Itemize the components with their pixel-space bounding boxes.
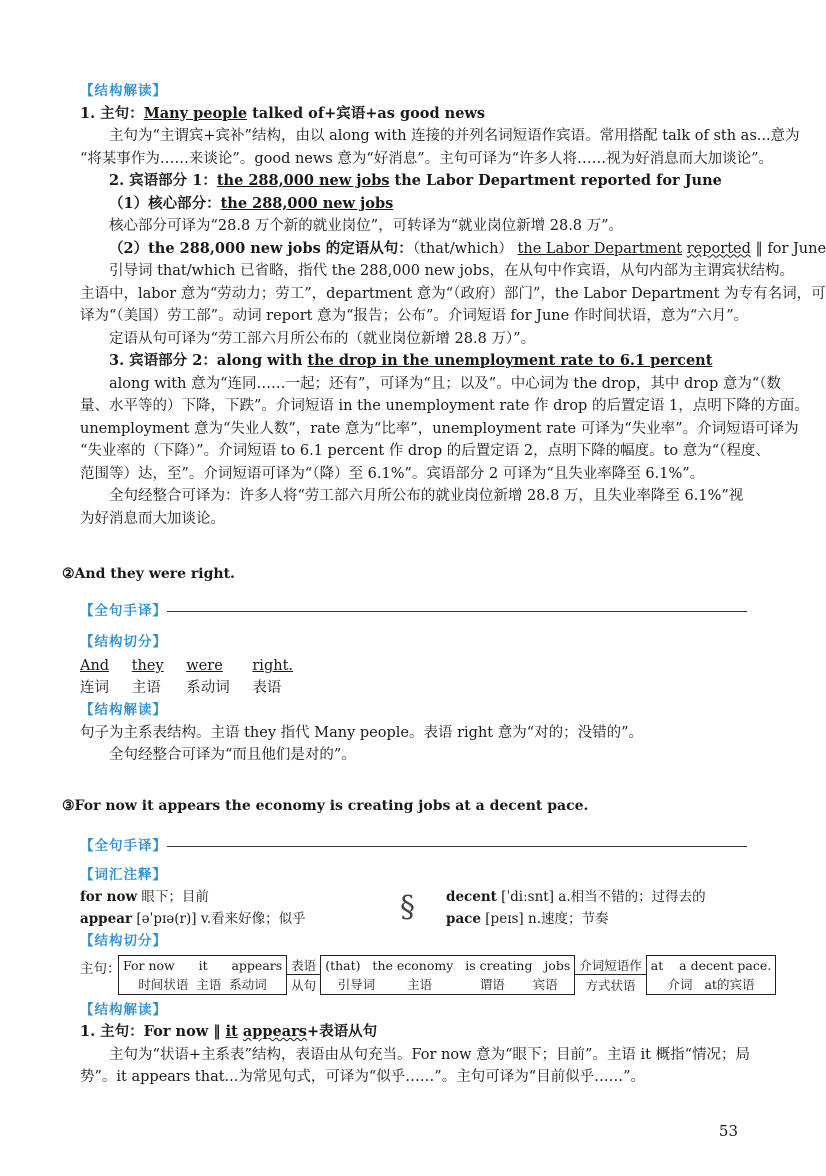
analysis-section-1: [80, 80, 826, 530]
split-segment: were 系动词: [186, 658, 230, 696]
main-clause-words: For now it appears: [119, 955, 287, 975]
translation-blank-line[interactable]: [167, 611, 747, 612]
paragraph: 句子为主系表结构。主语 they 指代 Many people。表语 right 意为“对的；没错的”。: [80, 724, 644, 741]
paragraph: unemployment 意为“失业人数”，rate 意为“比率”，unemployment rate 可译为“失业率”。介词短语可译为: [80, 420, 799, 437]
translation-blank-line[interactable]: [167, 846, 747, 847]
split-segment: And 连词: [80, 658, 110, 696]
sentence-title: ②And they were right.: [62, 566, 235, 582]
structure-split-tag: 【结构切分】: [80, 933, 167, 949]
paragraph: 全句经整合可译为“而且他们是对的”。: [109, 747, 356, 763]
vocab-list: [80, 886, 750, 930]
vocab-tag: 【词汇注释】: [80, 866, 167, 883]
split-segment: right. 表语: [252, 658, 294, 696]
paragraph: 定语从句可译为“劳工部六月所公布的（就业岗位新增 28.8 万）”。: [109, 330, 536, 347]
paragraph: 为好消息而大加谈论。: [80, 510, 225, 527]
adv-bottom: 方式状语: [585, 977, 636, 993]
subheading-object-2: 3. 宾语部分 2：along with the drop in the unemployment rate to 6.1 percent: [109, 352, 713, 369]
structure-split-diagram: [80, 955, 772, 999]
vocab-item: pace [peɪs] n.速度；节奏: [446, 911, 609, 927]
translation-row: 【全句手译】: [80, 835, 750, 858]
split-table: [118, 955, 776, 995]
vocab-item: for now 眼下；目前: [80, 889, 209, 905]
paragraph: 势”。it appears that...为常见句式，可译为“似乎……”。主句可译为“目前似乎……”。: [80, 1069, 646, 1085]
structure-explain-tag: 【结构解读】: [80, 702, 167, 718]
page-number: 53: [718, 1122, 738, 1140]
paragraph: 引导词 that/which 已省略，指代 the 288,000 new jobs，在从句中作宾语，从句内部为主谓宾状结构。: [109, 263, 795, 279]
subheading-core: （1）核心部分：the 288,000 new jobs: [109, 194, 394, 212]
subheading-main-clause: 1. 主句：Many people talked of+宾语+as good news: [80, 104, 486, 122]
clause-words: (that) the economy is creating jobs: [321, 955, 575, 975]
adv-top: 介词短语作: [575, 955, 647, 975]
sentence-title: ③For now it appears the economy is creating jobs at a decent pace.: [62, 798, 589, 814]
subheading-attributive-clause: （2）the 288,000 new jobs 的定语从句：（that/which） the Labor Department reported ‖ for June: [109, 239, 826, 257]
translation-row: 【全句手译】: [80, 600, 750, 623]
subheading-main-clause: 1. 主句：For now ‖ it appears+表语从句: [80, 1023, 378, 1040]
pp-words: at a decent pace.: [646, 955, 776, 975]
sentence-3-body: [80, 835, 772, 1089]
split-label: 主句：: [80, 960, 121, 977]
structure-split-tag: 【结构切分】: [80, 633, 167, 650]
paragraph: 主句为“主谓宾+宾补”结构，由以 along with 连接的并列名词短语作宾语。常用搭配 talk of sth as...意为: [109, 128, 800, 144]
paragraph: 范围等）达，至”。介词短语可译为“（降）至 6.1%”。宾语部分 2 可译为“且失业率降至 6.1%”。: [80, 465, 705, 482]
clause-roles: 引导词 主语 谓语 宾语: [321, 975, 575, 995]
sentence-2-body: [80, 600, 750, 767]
paragraph: 主语中，labor 意为“劳动力；劳工”，department 意为“（政府）部门”，the Labor Department 为专有名词，可: [80, 285, 826, 302]
bridge-bottom: 从句: [291, 977, 317, 993]
paragraph: 全句经整合可译为：许多人将“劳工部六月所公布的就业岗位新增 28.8 万，且失业率降至 6.1%”视: [109, 488, 744, 504]
paragraph: “失业率的（下降）”。介词短语 to 6.1 percent 作 drop 的后置定语 2，点明下降的幅度。to 意为“（程度、: [80, 443, 770, 459]
vocab-item: appear [əˈpɪə(r)] v.看来好像；似乎: [80, 911, 306, 927]
split-segments: [80, 655, 750, 699]
pp-roles: 介词 at的宾语: [646, 975, 776, 995]
vocab-item: decent [ˈdiːsnt] a.相当不错的；过得去的: [446, 889, 706, 905]
paragraph: 核心部分可译为“28.8 万个新的就业岗位”，可转译为“就业岗位新增 28.8 万”。: [109, 218, 624, 234]
split-segment: they 主语: [131, 658, 164, 696]
structure-explain-tag: 【结构解读】: [80, 83, 167, 99]
subheading-object-1: 2. 宾语部分 1：the 288,000 new jobs the Labor Department reported for June: [109, 172, 722, 189]
binding-ring-decoration: §: [400, 890, 415, 925]
sentence-2-section: [62, 563, 752, 586]
paragraph: 主句为“状语+主系表”结构，表语由从句充当。For now 意为“眼下；目前”。主语 it 概指“情况；局: [109, 1046, 751, 1063]
bridge-top: 表语: [287, 955, 321, 975]
paragraph: 量、水平等的）下降，下跌”。介词短语 in the unemployment rate 作 drop 的后置定语 1，点明下降的方面。: [80, 398, 809, 414]
structure-explain-tag: 【结构解读】: [80, 1001, 167, 1018]
paragraph: along with 意为“连同……一起；还有”，可译为“且；以及”。中心词为 the drop，其中 drop 意为“（数: [109, 375, 782, 392]
sentence-3-section: [62, 795, 752, 818]
paragraph: 译为“（美国）劳工部”。动词 report 意为“报告；公布”。介词短语 for June 作时间状语，意为“六月”。: [80, 308, 749, 324]
paragraph: “将某事作为……来谈论”。good news 意为“好消息”。主句可译为“许多人将……视为好消息而大加谈论”。: [80, 150, 773, 167]
main-clause-roles: 时间状语 主语 系动词: [119, 975, 287, 995]
